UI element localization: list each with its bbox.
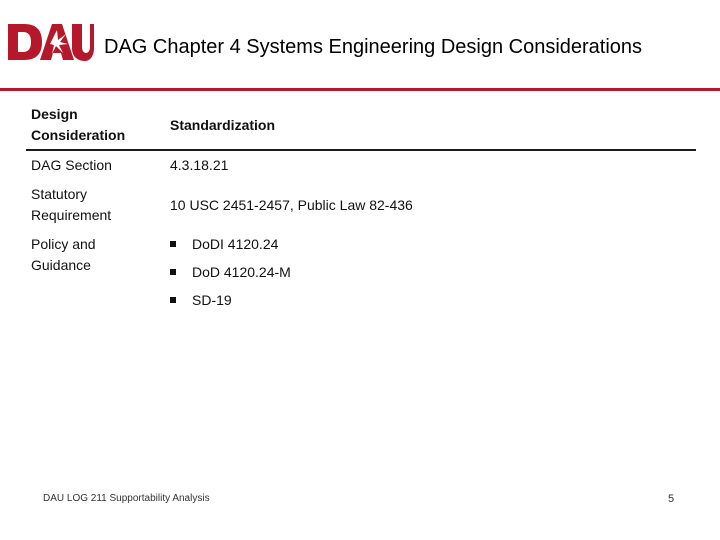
table-header-divider [26,149,696,151]
list-item: DoD 4120.24-M [170,261,291,289]
policy-list [170,233,291,317]
row-label-policy: Policy and Guidance [31,236,96,273]
row-value-statutory: 10 USC 2451-2457, Public Law 82-436 [170,197,413,213]
bullet-square-icon [170,241,176,247]
list-item: DoDI 4120.24 [170,233,291,261]
header-divider [0,88,720,91]
row-label-dag-section: DAG Section [31,157,112,173]
header-label-cell: Design Consideration [31,106,126,143]
page-number: 5 [668,493,675,505]
list-item: SD-19 [170,289,291,317]
bullet-square-icon [170,297,176,303]
row-value-dag-section: 4.3.18.21 [170,157,229,173]
row-label-statutory: Statutory Requirement [31,186,112,223]
dau-logo [6,20,94,64]
page-title: DAG Chapter 4 Systems Engineering Design Considerations [104,36,643,58]
footer-course: DAU LOG 211 Supportability Analysis [43,493,210,504]
bullet-square-icon [170,269,176,275]
header-value-cell: Standardization [170,117,276,133]
